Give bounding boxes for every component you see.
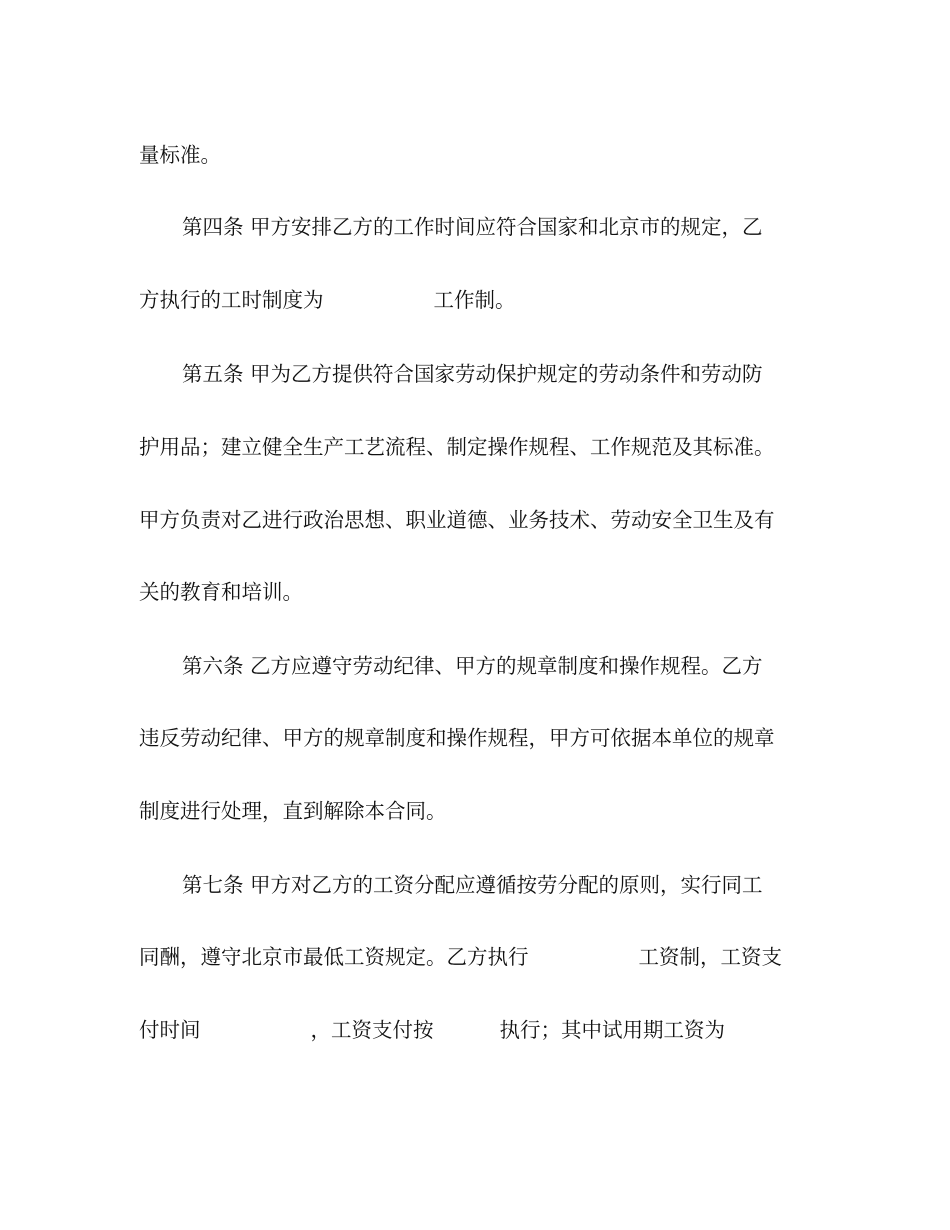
article-7-line-1: 第七条 甲方对乙方的工资分配应遵循按劳分配的原则，实行同工 xyxy=(182,873,763,897)
text-fragment: 执行；其中试用期工资为 xyxy=(499,1018,725,1042)
article-6-line-3: 制度进行处理，直到解除本合同。 xyxy=(139,799,447,823)
text-fragment: 工资制，工资支 xyxy=(638,945,782,969)
article-4-line-2 xyxy=(139,288,516,312)
text-fragment: 方执行的工时制度为 xyxy=(139,288,324,312)
article-6-line-2: 违反劳动纪律、甲方的规章制度和操作规程，甲方可依据本单位的规章 xyxy=(139,726,775,750)
text-fragment: 工作制。 xyxy=(433,288,516,312)
article-5-line-1: 第五条 甲为乙方提供符合国家劳动保护规定的劳动条件和劳动防 xyxy=(182,362,763,386)
text-line: 量标准。 xyxy=(139,143,221,167)
text-fragment: ，工资支付按 xyxy=(310,1018,434,1042)
article-5-line-4: 关的教育和培训。 xyxy=(139,580,303,604)
article-5-line-3: 甲方负责对乙进行政治思想、职业道德、业务技术、劳动安全卫生及有 xyxy=(139,508,775,532)
article-7-line-3 xyxy=(139,1018,725,1042)
text-fragment: 同酬，遵守北京市最低工资规定。乙方执行 xyxy=(139,945,529,969)
text-fragment: 付时间 xyxy=(139,1018,201,1042)
article-4-line-1: 第四条 甲方安排乙方的工作时间应符合国家和北京市的规定，乙 xyxy=(182,215,763,239)
article-7-line-2 xyxy=(139,945,782,969)
article-5-line-2: 护用品；建立健全生产工艺流程、制定操作规程、工作规范及其标准。 xyxy=(139,435,775,459)
article-6-line-1: 第六条 乙方应遵守劳动纪律、甲方的规章制度和操作规程。乙方 xyxy=(182,654,763,678)
